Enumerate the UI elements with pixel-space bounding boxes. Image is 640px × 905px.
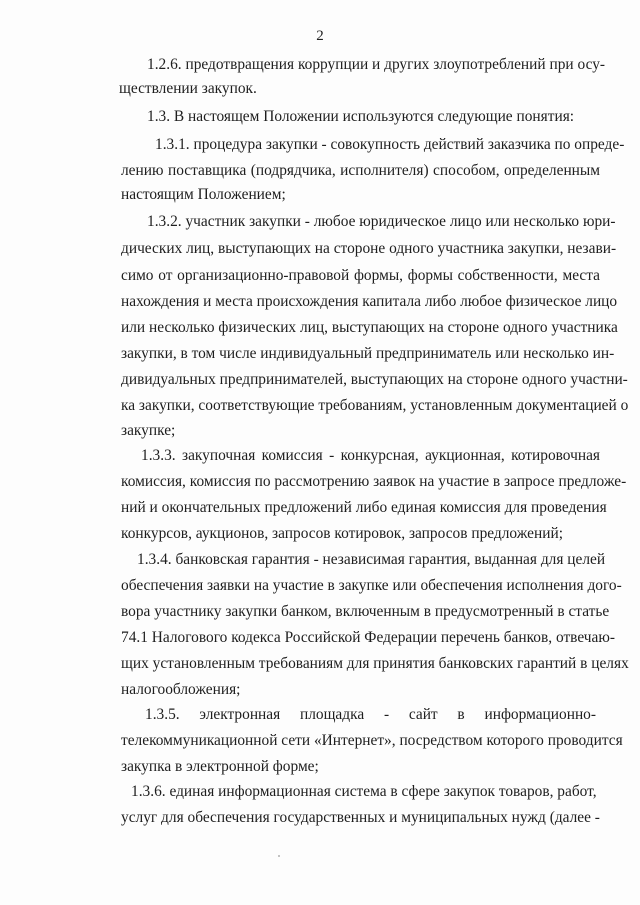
text-line: 1.3.5. электронная площадка - сайт в информационно- xyxy=(145,706,596,723)
text-line: 1.3.4. банковская гарантия - независимая гарантия, выданная для целей xyxy=(137,551,606,568)
text-line: нахождения и места происхождения капитала либо любое физическое лицо xyxy=(121,293,618,310)
scan-speck xyxy=(278,855,280,857)
page-number: 2 xyxy=(316,28,324,44)
text-line: 1.3.2. участник закупки - любое юридическое лицо или несколько юри- xyxy=(147,213,616,230)
text-line: ний и окончательных предложений либо единая комиссия для проведения xyxy=(121,499,607,516)
text-line: телекоммуникационной сети «Интернет», посредством которого проводится xyxy=(121,732,623,749)
text-line: 1.3. В настоящем Положении используются следующие понятия: xyxy=(147,108,575,125)
text-line: симо от организационно-правовой формы, формы собственности, места xyxy=(121,267,600,284)
text-line: закупки, в том числе индивидуальный предприниматель или несколько ин- xyxy=(121,345,615,362)
text-line: или несколько физических лиц, выступающих на стороне одного участника xyxy=(121,319,618,336)
text-line: конкурсов, аукционов, запросов котировок, запросов предложений; xyxy=(121,525,563,542)
text-line: закупка в электронной форме; xyxy=(121,758,319,775)
text-line: дивидуальных предпринимателей, выступающих на стороне одного участни- xyxy=(121,371,628,388)
text-line: 1.2.6. предотвращения коррупции и других злоупотреблений при осу- xyxy=(147,56,606,73)
text-line: щих установленным требованиям для принятия банковских гарантий в целях xyxy=(121,655,629,672)
text-line: комиссия, комиссия по рассмотрению заявок на участие в запросе предложе- xyxy=(121,473,627,490)
text-line: ка закупки, соответствующие требованиям, установленным документацией о xyxy=(121,397,629,414)
text-line: настоящим Положением; xyxy=(121,186,286,203)
text-line: обеспечения заявки на участие в закупке или обеспечения исполнения дого- xyxy=(121,577,622,594)
text-line: вора участнику закупки банком, включенным в предусмотренный в статье xyxy=(121,603,610,620)
text-line: 1.3.6. единая информационная система в сфере закупок товаров, работ, xyxy=(131,783,597,800)
text-line: ществлении закупок. xyxy=(119,80,257,97)
text-line: 1.3.1. процедура закупки - совокупность действий заказчика по опреде- xyxy=(155,136,625,153)
text-line: лению поставщика (подрядчика, исполнителя) способом, определенным xyxy=(121,162,600,179)
text-line: дических лиц, выступающих на стороне одного участника закупки, незави- xyxy=(121,240,617,257)
text-line: налогообложения; xyxy=(121,681,241,698)
text-line: 1.3.3. закупочная комиссия - конкурсная, аукционная, котировочная xyxy=(141,447,600,464)
text-line: закупке; xyxy=(121,422,176,439)
text-line: 74.1 Налогового кодекса Российской Федерации перечень банков, отвечаю- xyxy=(121,629,615,646)
text-line: услуг для обеспечения государственных и муниципальных нужд (далее - xyxy=(121,809,600,826)
